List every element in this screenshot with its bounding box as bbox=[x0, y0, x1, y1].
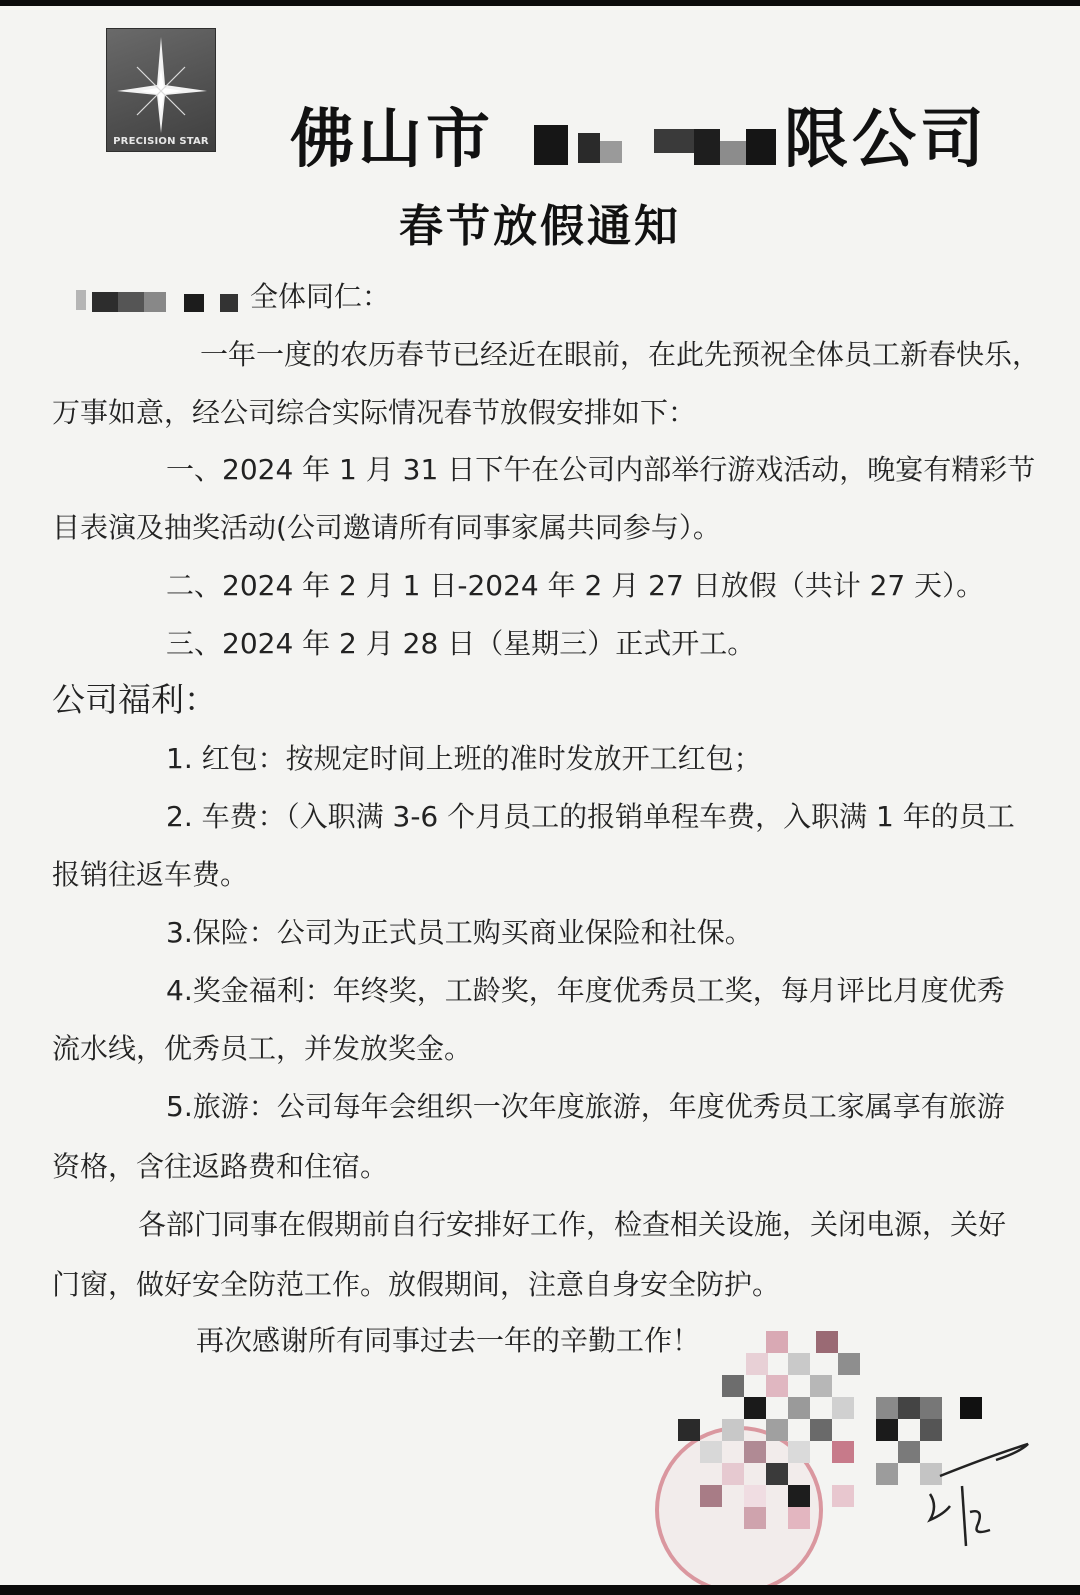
company-name-suffix: 限公司 bbox=[784, 103, 988, 177]
welfare-heading: 公司福利： bbox=[52, 680, 217, 719]
safety-line-1: 各部门同事在假期前自行安排好工作，检查相关设施，关闭电源，关好 bbox=[138, 1208, 1007, 1241]
company-name-title bbox=[290, 88, 1030, 177]
item-2: 二、2024 年 2 月 1 日-2024 年 2 月 27 日放假（共计 27 天）。 bbox=[166, 569, 985, 602]
welfare-item-3: 3.保险：公司为正式员工购买商业保险和社保。 bbox=[166, 916, 753, 949]
company-logo bbox=[106, 28, 216, 152]
welfare-item-2-line-1: 2. 车费：（入职满 3-6 个月员工的报销单程车费，入职满 1 年的员工 bbox=[166, 800, 1015, 833]
logo-brand-text: PRECISION STAR bbox=[113, 136, 209, 147]
redacted-department bbox=[72, 286, 252, 316]
item-1-line-2: 目表演及抽奖活动(公司邀请所有同事家属共同参与）。 bbox=[52, 511, 721, 544]
welfare-item-4-line-1: 4.奖金福利：年终奖，工龄奖，年度优秀员工奖，每月评比月度优秀 bbox=[166, 974, 1005, 1007]
bottom-border bbox=[0, 1585, 1080, 1595]
intro-line-1: 一年一度的农历春节已经近在眼前，在此先预祝全体员工新春快乐， bbox=[200, 338, 1041, 371]
welfare-item-5-line-2: 资格，含往返路费和住宿。 bbox=[52, 1150, 389, 1183]
four-point-star-icon bbox=[107, 29, 215, 151]
welfare-item-2-line-2: 报销往返车费。 bbox=[52, 858, 249, 891]
item-1-line-1: 一、2024 年 1 月 31 日下午在公司内部举行游戏活动，晚宴有精彩节 bbox=[166, 453, 1036, 486]
notice-title: 春节放假通知 bbox=[399, 201, 681, 252]
notice-document bbox=[0, 6, 1080, 1586]
welfare-item-1: 1. 红包：按规定时间上班的准时发放开工红包； bbox=[166, 742, 762, 775]
welfare-item-5-line-1: 5.旅游：公司每年会组织一次年度旅游，年度优秀员工家属享有旅游 bbox=[166, 1090, 1005, 1123]
redacted-company-name bbox=[494, 111, 784, 175]
item-3: 三、2024 年 2 月 28 日（星期三）正式开工。 bbox=[166, 627, 756, 660]
intro-line-2: 万事如意，经公司综合实际情况春节放假安排如下： bbox=[52, 396, 697, 429]
safety-line-2: 门窗，做好安全防范工作。放假期间，注意自身安全防护。 bbox=[52, 1268, 781, 1301]
handwritten-signature bbox=[900, 1416, 1040, 1556]
thanks-line: 再次感谢所有同事过去一年的辛勤工作！ bbox=[196, 1324, 701, 1357]
salutation: 全体同仁： bbox=[250, 280, 391, 313]
welfare-item-4-line-2: 流水线，优秀员工，并发放奖金。 bbox=[52, 1032, 473, 1065]
company-name-prefix: 佛山市 bbox=[290, 103, 494, 177]
